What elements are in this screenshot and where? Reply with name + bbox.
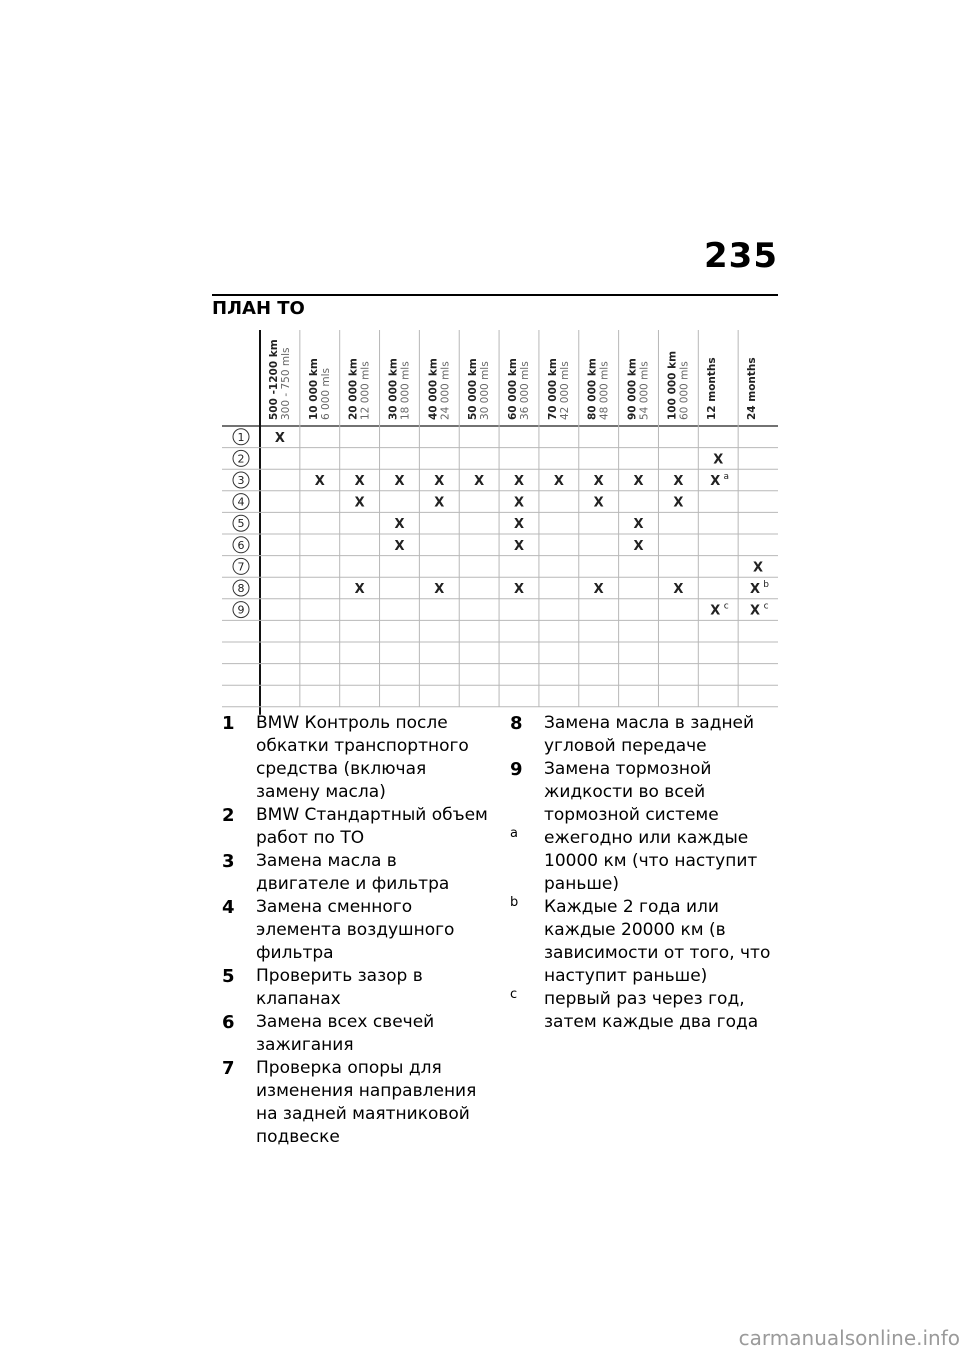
- service-mark: X: [394, 538, 405, 554]
- footnote-text: ежегодно или каждые 10000 км (что наступит раньше): [544, 828, 758, 894]
- service-mark-footnote: c: [723, 601, 729, 612]
- column-header-km: 10 000 km: [307, 358, 320, 420]
- row-number-label: 5: [237, 517, 245, 531]
- legend-item-text: Замена масла в задней угловой передаче: [544, 713, 755, 756]
- legend-item-text: BMW Контроль после обкатки транспортного средства (включая замену масла): [256, 713, 469, 802]
- section-title: ПЛАН ТО: [212, 298, 305, 319]
- legend-right-column: [510, 712, 782, 1034]
- service-mark: X: [713, 452, 724, 468]
- legend-item: [222, 896, 490, 965]
- legend-item: [222, 1011, 490, 1057]
- service-mark: X: [753, 560, 764, 576]
- service-mark: X: [673, 582, 684, 597]
- page-number: 235: [704, 236, 778, 276]
- service-mark: X: [513, 582, 525, 597]
- legend-left-column: [222, 712, 490, 1149]
- row-number-label: 3: [237, 474, 245, 487]
- legend-item: [510, 758, 782, 827]
- legend-item-number: 3: [222, 851, 235, 872]
- legend-item-text: Замена сменного элемента воздушного фильтра: [256, 897, 455, 963]
- column-header-km: 20 000 km: [347, 358, 360, 420]
- service-mark: X: [354, 474, 365, 489]
- footnote: [510, 896, 782, 988]
- footnote: [510, 988, 782, 1034]
- column-header-km: 80 000 km: [586, 358, 599, 420]
- column-header-mls: 48 000 mls: [598, 361, 611, 420]
- service-mark: X: [593, 474, 604, 489]
- column-header-mls: 12 000 mls: [359, 361, 372, 420]
- service-mark-footnote: a: [723, 472, 729, 482]
- legend-item-number: 2: [222, 805, 235, 826]
- column-header-mls: 6 000 mls: [319, 367, 332, 420]
- row-number-label: 6: [237, 538, 245, 552]
- service-mark: X: [314, 474, 325, 489]
- row-number-label: 4: [237, 495, 245, 509]
- column-header-km: 24 months: [746, 357, 759, 420]
- row-number-label: 7: [237, 560, 245, 574]
- column-header-km: 12 months: [706, 357, 719, 420]
- service-mark: X: [434, 474, 445, 489]
- footnote-mark: b: [510, 895, 519, 910]
- column-header-mls: 30 000 mls: [479, 361, 492, 420]
- service-mark: X: [394, 474, 405, 489]
- row-number-label: 8: [237, 582, 245, 595]
- footnote-mark: a: [510, 826, 518, 841]
- column-header-mls: 54 000 mls: [638, 361, 651, 420]
- service-mark: X: [750, 582, 761, 597]
- service-mark: X: [710, 603, 721, 619]
- column-header-km: 30 000 km: [387, 358, 400, 420]
- service-mark: X: [593, 495, 604, 511]
- row-number-label: 1: [237, 430, 245, 444]
- legend-item-text: Замена масла в двигателе и фильтра: [256, 851, 450, 894]
- service-mark: X: [673, 495, 684, 511]
- service-mark: X: [434, 582, 445, 597]
- service-mark: X: [673, 474, 684, 489]
- legend-item-number: 9: [510, 759, 523, 780]
- legend-item: [222, 850, 490, 896]
- legend-item: [222, 712, 490, 804]
- legend-item-text: Проверка опоры для изменения направления на задней маятниковой подвеске: [256, 1058, 477, 1147]
- legend-item: [222, 965, 490, 1011]
- service-mark: X: [633, 474, 644, 489]
- column-header-km: 60 000 km: [507, 358, 519, 420]
- legend-item-text: Проверить зазор в клапанах: [256, 966, 423, 1009]
- column-header-mls: 60 000 mls: [678, 361, 691, 420]
- service-mark: X: [513, 474, 525, 489]
- service-mark: X: [354, 582, 365, 597]
- service-mark: X: [553, 474, 564, 489]
- service-mark: X: [274, 430, 285, 446]
- column-header-mls: 18 000 mls: [399, 361, 412, 420]
- watermark: carmanualsonline.info: [738, 1326, 960, 1350]
- service-mark: X: [474, 474, 485, 489]
- legend-item-number: 4: [222, 897, 235, 918]
- legend-item-text: BMW Стандартный объем работ по ТО: [256, 805, 488, 848]
- legend-item-number: 8: [510, 713, 523, 734]
- service-mark: X: [434, 495, 445, 511]
- service-mark: X: [593, 582, 604, 597]
- column-header-km: 500 -1200 km: [267, 339, 280, 420]
- footnote-mark: c: [510, 987, 518, 1002]
- column-header-km: 50 000 km: [467, 358, 480, 420]
- legend-item-number: 5: [222, 966, 235, 987]
- column-header-mls: 300 - 750 mls: [279, 347, 292, 420]
- legend-item: [510, 712, 782, 758]
- legend-item: [222, 804, 490, 850]
- service-mark: X: [750, 603, 761, 619]
- column-header-km: 40 000 km: [427, 358, 440, 420]
- row-number-label: 9: [237, 603, 245, 617]
- row-number-label: 2: [237, 452, 245, 466]
- column-header-mls: 42 000 mls: [558, 361, 571, 420]
- column-header-mls: 24 000 mls: [439, 361, 452, 420]
- legend-item-text: Замена всех свечей зажигания: [256, 1012, 435, 1055]
- column-header-km: 90 000 km: [626, 358, 639, 420]
- legend-item-number: 1: [222, 713, 235, 734]
- column-header-km: 100 000 km: [666, 350, 679, 420]
- service-mark: X: [633, 517, 644, 533]
- legend-item-text: Замена тормозной жидкости во всей тормозной системе: [544, 759, 719, 825]
- service-mark: X: [354, 495, 365, 511]
- column-header-mls: 36 000 mls: [519, 361, 531, 420]
- service-mark-footnote: c: [763, 601, 769, 612]
- footnote: [510, 827, 782, 896]
- service-mark: X: [633, 538, 644, 554]
- footnote-text: первый раз через год, затем каждые два года: [544, 989, 759, 1032]
- service-mark: X: [710, 474, 721, 489]
- column-header-km: 70 000 km: [546, 358, 559, 420]
- service-mark: X: [394, 517, 405, 533]
- legend-item: [222, 1057, 490, 1149]
- service-mark: X: [513, 538, 525, 554]
- service-mark-footnote: b: [763, 580, 769, 590]
- footnote-text: Каждые 2 года или каждые 20000 км (в зависимости от того, что наступит раньше): [544, 897, 771, 986]
- legend-item-number: 7: [222, 1058, 235, 1079]
- service-mark: X: [513, 517, 525, 533]
- legend-item-number: 6: [222, 1012, 235, 1033]
- service-mark: X: [513, 495, 525, 511]
